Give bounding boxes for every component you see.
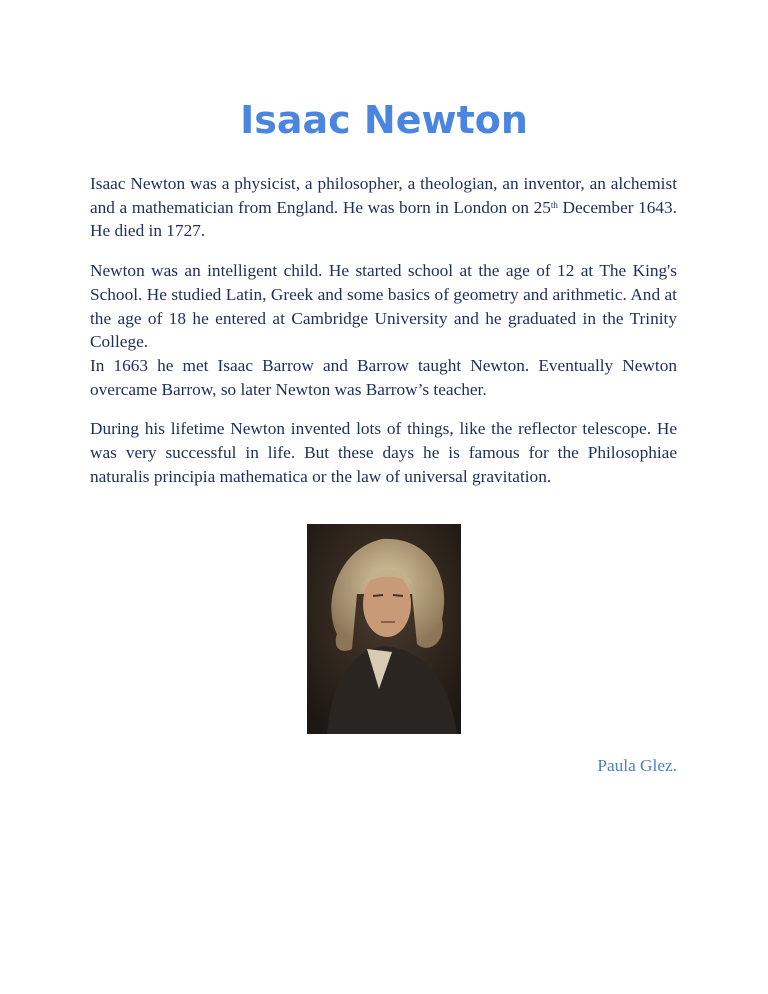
paragraph-childhood: Newton was an intelligent child. He started school at the age of 12 at The King's School. He studied Latin, Greek and some basics of geometry and arithmetic. And at the age of 18 he entered at Cambridge University and he graduated in the Trinity College. <box>90 261 677 352</box>
paragraph-intro-text: Isaac Newton was a physicist, a philosopher, a theologian, an inventor, an alchemist and a mathematician from England. He was born in London on 25 <box>90 174 677 217</box>
author-signature: Paula Glez. <box>597 756 677 775</box>
page-title: Isaac Newton <box>240 98 528 142</box>
paragraph-barrow: In 1663 he met Isaac Barrow and Barrow taught Newton. Eventually Newton overcame Barrow, so later Newton was Barrow’s teacher. <box>90 355 677 399</box>
ordinal-suffix: th <box>550 199 558 210</box>
document-body <box>90 172 677 488</box>
paragraph-legacy: During his lifetime Newton invented lots of things, like the reflector telescope. He was very successful in life. But these days he is famous for the Philosophiae naturalis principia mathematica or the law of universal gravitation. <box>90 419 677 486</box>
paragraph-intro-end: December 1643. He died in 1727. <box>90 197 677 241</box>
paragraph-intro <box>90 172 677 243</box>
newton-portrait-image <box>307 524 461 734</box>
